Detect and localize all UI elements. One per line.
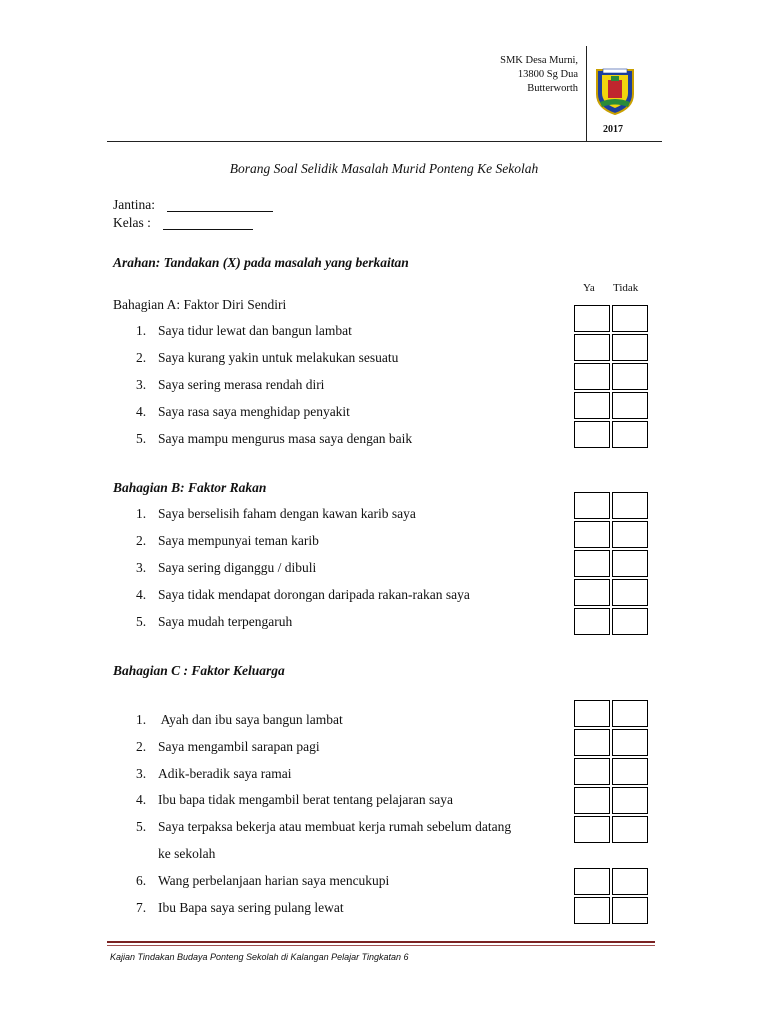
checkbox-ya[interactable] (574, 729, 610, 756)
list-item-continuation (158, 840, 215, 867)
footer-rule-thin (107, 945, 655, 946)
checkbox-tidak[interactable] (612, 729, 648, 756)
jantina-label: Jantina: (113, 197, 155, 212)
footer-text: Kajian Tindakan Budaya Ponteng Sekolah di Kalangan Pelajar Tingkatan 6 (110, 952, 409, 962)
checkbox-tidak[interactable] (612, 305, 648, 332)
item-text: Saya tidak mendapat dorongan daripada rakan-rakan saya (158, 587, 470, 602)
list-item (136, 344, 398, 371)
list-item (136, 581, 470, 608)
checkbox-tidak[interactable] (612, 758, 648, 785)
checkbox-ya[interactable] (574, 392, 610, 419)
item-number: 3. (136, 766, 147, 781)
item-number: 6. (136, 873, 147, 888)
item-text: Ayah dan ibu saya bangun lambat (158, 712, 343, 727)
checkbox-ya[interactable] (574, 700, 610, 727)
checkbox-ya[interactable] (574, 579, 610, 606)
list-item (136, 317, 352, 344)
list-item (136, 371, 324, 398)
item-text: Saya sering merasa rendah diri (158, 377, 325, 392)
item-number: 4. (136, 587, 147, 602)
item-text: Saya mempunyai teman karib (158, 533, 319, 548)
item-number: 2. (136, 350, 147, 365)
item-text: Saya sering diganggu / dibuli (158, 560, 317, 575)
list-item (136, 760, 291, 787)
checkbox-tidak[interactable] (612, 550, 648, 577)
item-text: Saya mengambil sarapan pagi (158, 739, 320, 754)
list-item (136, 398, 350, 425)
item-text: Saya mudah terpengaruh (158, 614, 293, 629)
list-item (136, 425, 412, 452)
list-item (136, 813, 511, 840)
section-c-title: Bahagian C : Faktor Keluarga (113, 663, 285, 678)
item-number: 5. (136, 431, 147, 446)
checkbox-ya[interactable] (574, 868, 610, 895)
address-line: Butterworth (527, 83, 578, 94)
item-text: Saya terpaksa bekerja atau membuat kerja rumah sebelum datang (158, 819, 512, 834)
item-number: 1. (136, 323, 147, 338)
item-text: Saya rasa saya menghidap penyakit (158, 404, 350, 419)
item-text: Ibu bapa tidak mengambil berat tentang pelajaran saya (158, 792, 454, 807)
column-ya: Ya (583, 282, 595, 294)
list-item (136, 867, 389, 894)
checkbox-tidak[interactable] (612, 897, 648, 924)
checkbox-tidak[interactable] (612, 334, 648, 361)
item-number: 3. (136, 377, 147, 392)
school-crest-logo (594, 66, 636, 116)
checkbox-tidak[interactable] (612, 700, 648, 727)
checkbox-ya[interactable] (574, 305, 610, 332)
list-item (136, 608, 292, 635)
jantina-field[interactable] (167, 211, 273, 212)
item-number: 5. (136, 614, 147, 629)
checkbox-tidak[interactable] (612, 392, 648, 419)
form-title: Borang Soal Selidik Masalah Murid Ponteng Ke Sekolah (229, 161, 539, 176)
checkbox-ya[interactable] (574, 897, 610, 924)
item-number: 3. (136, 560, 147, 575)
address-line: SMK Desa Murni, (500, 55, 578, 66)
item-text: Wang perbelanjaan harian saya mencukupi (158, 873, 390, 888)
checkbox-tidak[interactable] (612, 816, 648, 843)
item-number: 7. (136, 900, 147, 915)
list-item (136, 733, 320, 760)
school-address (378, 54, 578, 96)
item-text: Saya berselisih faham dengan kawan karib saya (158, 506, 416, 521)
checkbox-tidak[interactable] (612, 787, 648, 814)
checkbox-ya[interactable] (574, 787, 610, 814)
list-item (136, 554, 316, 581)
item-text: Saya kurang yakin untuk melakukan sesuatu (158, 350, 399, 365)
item-number: 5. (136, 819, 147, 834)
checkbox-tidak[interactable] (612, 579, 648, 606)
section-b-title: Bahagian B: Faktor Rakan (113, 480, 267, 495)
column-tidak: Tidak (613, 282, 639, 294)
checkbox-tidak[interactable] (612, 521, 648, 548)
header-rule (107, 141, 662, 142)
checkbox-ya[interactable] (574, 421, 610, 448)
footer-rule (107, 941, 655, 943)
year-label: 2017 (603, 124, 623, 135)
item-number: 4. (136, 404, 147, 419)
checkbox-ya[interactable] (574, 334, 610, 361)
list-item (136, 500, 416, 527)
item-text: ke sekolah (158, 846, 216, 861)
header-divider (586, 46, 587, 142)
checkbox-ya[interactable] (574, 608, 610, 635)
checkbox-tidak[interactable] (612, 868, 648, 895)
checkbox-ya[interactable] (574, 363, 610, 390)
checkbox-ya[interactable] (574, 550, 610, 577)
item-number: 4. (136, 792, 147, 807)
item-number: 1. (136, 506, 147, 521)
address-line: 13800 Sg Dua (517, 69, 578, 80)
instruction: Arahan: Tandakan (X) pada masalah yang berkaitan (113, 255, 409, 270)
checkbox-ya[interactable] (574, 492, 610, 519)
list-item (136, 786, 453, 813)
item-text: Adik-beradik saya ramai (158, 766, 292, 781)
checkbox-tidak[interactable] (612, 421, 648, 448)
checkbox-tidak[interactable] (612, 608, 648, 635)
item-text: Saya tidur lewat dan bangun lambat (158, 323, 352, 338)
list-item (136, 894, 344, 921)
list-item (136, 706, 343, 733)
section-a-title: Bahagian A: Faktor Diri Sendiri (113, 297, 287, 312)
item-text: Ibu Bapa saya sering pulang lewat (158, 900, 344, 915)
item-number: 2. (136, 533, 147, 548)
checkbox-tidak[interactable] (612, 492, 648, 519)
checkbox-ya[interactable] (574, 521, 610, 548)
item-text: Saya mampu mengurus masa saya dengan baik (158, 431, 413, 446)
item-number: 1. (136, 712, 147, 727)
kelas-field[interactable] (163, 229, 253, 230)
kelas-label: Kelas : (113, 215, 151, 230)
list-item (136, 527, 319, 554)
item-number: 2. (136, 739, 147, 754)
checkbox-tidak[interactable] (612, 363, 648, 390)
checkbox-ya[interactable] (574, 758, 610, 785)
checkbox-ya[interactable] (574, 816, 610, 843)
